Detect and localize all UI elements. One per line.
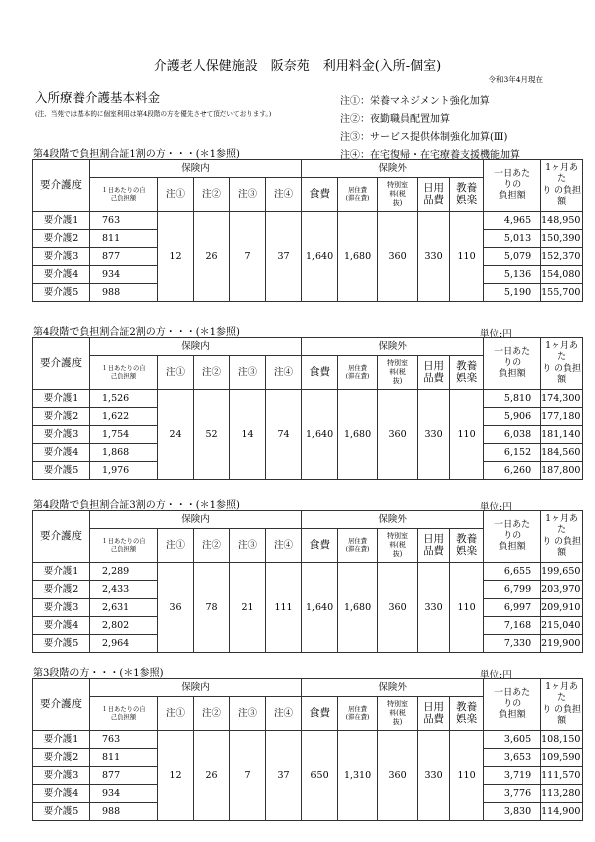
per-day-total: 5,136 bbox=[484, 266, 541, 284]
care-level: 要介護4 bbox=[33, 617, 90, 635]
header-note-2: 注② bbox=[194, 356, 230, 390]
header-residence-line: (滞在費) bbox=[345, 372, 370, 380]
header-note-4: 注④ bbox=[266, 356, 302, 390]
self-pay-amount: 1,754 bbox=[90, 426, 158, 444]
header-per-day-line: 一日あた bbox=[494, 168, 531, 179]
header-per-day-line: 一日あた bbox=[494, 687, 531, 698]
daily-goods-fee: 330 bbox=[418, 390, 450, 480]
header-note-4: 注④ bbox=[266, 529, 302, 563]
header-per-month-line: 1ヶ月あた bbox=[545, 514, 578, 536]
header-per-day-line: 負担額 bbox=[498, 369, 526, 380]
per-month-total: 203,970 bbox=[541, 581, 583, 599]
fee-table bbox=[32, 337, 583, 480]
header-culture-line: 教養 bbox=[456, 701, 478, 714]
section-label: 第3段階の方・・・(＊1参照) bbox=[33, 668, 164, 679]
care-level: 要介護3 bbox=[33, 599, 90, 617]
unit-label: 単位:円 bbox=[480, 329, 512, 340]
care-level: 要介護1 bbox=[33, 390, 90, 408]
per-day-total: 4,965 bbox=[484, 212, 541, 230]
header-culture bbox=[450, 356, 484, 390]
note-3-value: 14 bbox=[230, 390, 266, 480]
header-culture-line: 娯楽 bbox=[456, 371, 478, 384]
note-4-value: 37 bbox=[266, 731, 302, 821]
per-day-total: 6,260 bbox=[484, 462, 541, 480]
per-month-total: 219,900 bbox=[541, 635, 583, 653]
daily-goods-fee: 330 bbox=[418, 212, 450, 302]
header-meal: 食費 bbox=[302, 529, 338, 563]
header-level: 要介護度 bbox=[33, 679, 90, 731]
per-day-total: 7,330 bbox=[484, 635, 541, 653]
header-daily-goods bbox=[418, 697, 450, 731]
per-day-total: 3,605 bbox=[484, 731, 541, 749]
header-per-month-line: 1ヶ月あた bbox=[545, 682, 578, 704]
header-meal: 食費 bbox=[302, 178, 338, 212]
header-culture-line: 教養 bbox=[456, 182, 478, 195]
header-note-3: 注③ bbox=[230, 356, 266, 390]
header-meal: 食費 bbox=[302, 356, 338, 390]
header-note-3: 注③ bbox=[230, 529, 266, 563]
per-month-total: 114,900 bbox=[541, 803, 583, 821]
header-per-month-line: り の負担 bbox=[542, 704, 582, 715]
header-meal: 食費 bbox=[302, 697, 338, 731]
header-residence-line: 居住費 bbox=[348, 186, 367, 194]
header-note-2: 注② bbox=[194, 697, 230, 731]
care-level: 要介護2 bbox=[33, 408, 90, 426]
residence-fee: 1,680 bbox=[338, 390, 378, 480]
care-level: 要介護5 bbox=[33, 803, 90, 821]
per-day-total: 3,776 bbox=[484, 785, 541, 803]
header-daily-goods-line: 日用 bbox=[423, 533, 445, 546]
per-month-total: 150,390 bbox=[541, 230, 583, 248]
header-note-4: 注④ bbox=[266, 178, 302, 212]
self-pay-amount: 2,631 bbox=[90, 599, 158, 617]
daily-goods-fee: 330 bbox=[418, 731, 450, 821]
header-level: 要介護度 bbox=[33, 338, 90, 390]
header-culture-line: 教養 bbox=[456, 533, 478, 546]
header-residence-line: 居住費 bbox=[348, 364, 367, 372]
section-label: 第4段階で負担割合証1割の方・・・(＊1参照) bbox=[33, 149, 240, 160]
note-1-value: 12 bbox=[158, 212, 194, 302]
header-daily-self-line: １日あたりの自 bbox=[101, 364, 146, 372]
header-uninsured: 保険外 bbox=[302, 679, 484, 697]
section-label: 第4段階で負担割合証2割の方・・・(＊1参照) bbox=[33, 327, 240, 338]
header-note-3: 注③ bbox=[230, 697, 266, 731]
care-level: 要介護3 bbox=[33, 248, 90, 266]
culture-fee: 110 bbox=[450, 212, 484, 302]
header-daily-goods-line: 品費 bbox=[423, 712, 445, 725]
header-daily-goods-line: 品費 bbox=[423, 371, 445, 384]
header-special-room-line: 特別室 bbox=[387, 180, 409, 189]
note-1-value: 24 bbox=[158, 390, 194, 480]
per-day-total: 6,997 bbox=[484, 599, 541, 617]
care-level: 要介護1 bbox=[33, 731, 90, 749]
private-room-note: (注、当苑では基本的に個室利用は第4段階の方を優先させて頂だいております。) bbox=[35, 110, 272, 118]
per-month-total: 113,280 bbox=[541, 785, 583, 803]
header-special-room-line: 抜) bbox=[392, 199, 403, 208]
self-pay-amount: 2,433 bbox=[90, 581, 158, 599]
header-culture-line: 娯楽 bbox=[456, 712, 478, 725]
header-insured: 保険内 bbox=[90, 338, 302, 356]
self-pay-amount: 1,622 bbox=[90, 408, 158, 426]
header-note-1: 注① bbox=[158, 697, 194, 731]
special-room-fee: 360 bbox=[378, 731, 418, 821]
per-month-total: 148,950 bbox=[541, 212, 583, 230]
header-per-day-line: りの bbox=[503, 698, 522, 709]
note-2-value: 26 bbox=[194, 212, 230, 302]
meal-fee: 1,640 bbox=[302, 390, 338, 480]
per-day-total: 5,810 bbox=[484, 390, 541, 408]
per-day-total: 7,168 bbox=[484, 617, 541, 635]
header-culture-line: 娯楽 bbox=[456, 193, 478, 206]
header-daily-self bbox=[90, 178, 158, 212]
header-per-month-line: 額 bbox=[557, 547, 567, 558]
self-pay-amount: 877 bbox=[90, 767, 158, 785]
per-month-total: 177,180 bbox=[541, 408, 583, 426]
self-pay-amount: 1,526 bbox=[90, 390, 158, 408]
per-day-total: 6,799 bbox=[484, 581, 541, 599]
header-special-room-line: 料(税 bbox=[389, 189, 406, 198]
header-per-day-line: りの bbox=[503, 179, 522, 190]
header-daily-goods-line: 日用 bbox=[423, 701, 445, 714]
culture-fee: 110 bbox=[450, 731, 484, 821]
header-uninsured: 保険外 bbox=[302, 338, 484, 356]
header-culture-line: 娯楽 bbox=[456, 544, 478, 557]
note-3-value: 21 bbox=[230, 563, 266, 653]
self-pay-amount: 1,976 bbox=[90, 462, 158, 480]
header-per-month-line: り の負担 bbox=[542, 185, 582, 196]
header-special-room bbox=[378, 178, 418, 212]
header-daily-goods-line: 品費 bbox=[423, 544, 445, 557]
header-daily-self bbox=[90, 697, 158, 731]
self-pay-amount: 2,964 bbox=[90, 635, 158, 653]
header-level: 要介護度 bbox=[33, 511, 90, 563]
header-daily-self bbox=[90, 356, 158, 390]
per-month-total: 155,700 bbox=[541, 284, 583, 302]
per-month-total: 181,140 bbox=[541, 426, 583, 444]
header-daily-self-line: １日あたりの自 bbox=[101, 186, 146, 194]
meal-fee: 650 bbox=[302, 731, 338, 821]
header-insured: 保険内 bbox=[90, 511, 302, 529]
per-day-total: 5,906 bbox=[484, 408, 541, 426]
residence-fee: 1,680 bbox=[338, 563, 378, 653]
header-residence bbox=[338, 178, 378, 212]
note-1-value: 12 bbox=[158, 731, 194, 821]
header-daily-self-line: 己負担額 bbox=[110, 194, 137, 202]
per-day-total: 3,653 bbox=[484, 749, 541, 767]
header-per-month bbox=[541, 511, 583, 563]
header-per-day bbox=[484, 679, 541, 731]
header-daily-self-line: 己負担額 bbox=[110, 545, 137, 553]
header-per-month-line: 1ヶ月あた bbox=[545, 163, 578, 185]
header-residence-line: (滞在費) bbox=[345, 713, 370, 721]
header-residence bbox=[338, 697, 378, 731]
unit-label: 単位:円 bbox=[480, 670, 512, 681]
header-per-month-line: 1ヶ月あた bbox=[545, 341, 578, 363]
header-special-room-line: 特別室 bbox=[387, 531, 409, 540]
header-level: 要介護度 bbox=[33, 160, 90, 212]
self-pay-amount: 934 bbox=[90, 785, 158, 803]
table-row bbox=[33, 212, 583, 230]
header-residence-line: 居住費 bbox=[348, 537, 367, 545]
self-pay-amount: 877 bbox=[90, 248, 158, 266]
header-special-room-line: 特別室 bbox=[387, 358, 409, 367]
header-daily-goods bbox=[418, 529, 450, 563]
header-culture bbox=[450, 178, 484, 212]
header-residence-line: (滞在費) bbox=[345, 545, 370, 553]
header-culture-line: 教養 bbox=[456, 360, 478, 373]
table-row bbox=[33, 731, 583, 749]
header-special-room bbox=[378, 529, 418, 563]
note-1: 注①：栄養マネジメント強化加算 bbox=[340, 96, 490, 107]
header-daily-goods-line: 日用 bbox=[423, 360, 445, 373]
header-per-month-line: り の負担 bbox=[542, 363, 582, 374]
per-month-total: 199,650 bbox=[541, 563, 583, 581]
culture-fee: 110 bbox=[450, 563, 484, 653]
header-insured: 保険内 bbox=[90, 679, 302, 697]
care-level: 要介護1 bbox=[33, 212, 90, 230]
header-insured: 保険内 bbox=[90, 160, 302, 178]
care-level: 要介護2 bbox=[33, 581, 90, 599]
per-day-total: 5,013 bbox=[484, 230, 541, 248]
note-4: 注④：在宅復帰・在宅療養支援機能加算 bbox=[340, 150, 520, 161]
header-daily-goods-line: 品費 bbox=[423, 193, 445, 206]
header-per-day bbox=[484, 511, 541, 563]
self-pay-amount: 934 bbox=[90, 266, 158, 284]
header-note-1: 注① bbox=[158, 529, 194, 563]
header-culture bbox=[450, 697, 484, 731]
header-daily-goods bbox=[418, 356, 450, 390]
residence-fee: 1,310 bbox=[338, 731, 378, 821]
header-special-room-line: 料(税 bbox=[389, 540, 406, 549]
per-month-total: 215,040 bbox=[541, 617, 583, 635]
fee-table bbox=[32, 678, 583, 821]
header-per-day-line: 負担額 bbox=[498, 542, 526, 553]
care-level: 要介護4 bbox=[33, 785, 90, 803]
self-pay-amount: 988 bbox=[90, 284, 158, 302]
header-per-month bbox=[541, 679, 583, 731]
care-level: 要介護5 bbox=[33, 462, 90, 480]
care-level: 要介護3 bbox=[33, 767, 90, 785]
unit-label: 単位:円 bbox=[480, 502, 512, 513]
self-pay-amount: 988 bbox=[90, 803, 158, 821]
note-4-value: 74 bbox=[266, 390, 302, 480]
self-pay-amount: 1,868 bbox=[90, 444, 158, 462]
header-per-day-line: りの bbox=[503, 357, 522, 368]
header-uninsured: 保険外 bbox=[302, 160, 484, 178]
header-special-room bbox=[378, 697, 418, 731]
table-row bbox=[33, 563, 583, 581]
per-month-total: 152,370 bbox=[541, 248, 583, 266]
note-4-value: 111 bbox=[266, 563, 302, 653]
header-daily-self-line: 己負担額 bbox=[110, 713, 137, 721]
header-special-room-line: 抜) bbox=[392, 550, 403, 559]
care-level: 要介護2 bbox=[33, 230, 90, 248]
per-month-total: 187,800 bbox=[541, 462, 583, 480]
per-month-total: 109,590 bbox=[541, 749, 583, 767]
special-room-fee: 360 bbox=[378, 212, 418, 302]
table-row bbox=[33, 390, 583, 408]
care-level: 要介護4 bbox=[33, 444, 90, 462]
care-level: 要介護5 bbox=[33, 284, 90, 302]
note-2: 注②：夜勤職員配置加算 bbox=[340, 114, 450, 125]
daily-goods-fee: 330 bbox=[418, 563, 450, 653]
header-culture bbox=[450, 529, 484, 563]
header-per-month bbox=[541, 338, 583, 390]
care-level: 要介護5 bbox=[33, 635, 90, 653]
note-3: 注③：サービス提供体制強化加算(Ⅲ) bbox=[340, 132, 508, 143]
special-room-fee: 360 bbox=[378, 390, 418, 480]
header-special-room-line: 抜) bbox=[392, 718, 403, 727]
header-residence-line: (滞在費) bbox=[345, 194, 370, 202]
per-month-total: 184,560 bbox=[541, 444, 583, 462]
header-per-month-line: 額 bbox=[557, 715, 567, 726]
note-2-value: 52 bbox=[194, 390, 230, 480]
per-month-total: 174,300 bbox=[541, 390, 583, 408]
per-month-total: 154,080 bbox=[541, 266, 583, 284]
note-2-value: 78 bbox=[194, 563, 230, 653]
header-per-day-line: 一日あた bbox=[494, 346, 531, 357]
header-daily-goods-line: 日用 bbox=[423, 182, 445, 195]
header-per-day-line: りの bbox=[503, 530, 522, 541]
page-title: 介護老人保健施設 阪奈苑 利用料金(入所-個室) bbox=[153, 59, 442, 74]
care-level: 要介護4 bbox=[33, 266, 90, 284]
fee-table bbox=[32, 510, 583, 653]
per-day-total: 6,152 bbox=[484, 444, 541, 462]
header-special-room-line: 抜) bbox=[392, 377, 403, 386]
per-day-total: 3,830 bbox=[484, 803, 541, 821]
meal-fee: 1,640 bbox=[302, 212, 338, 302]
effective-date: 令和3年4月現在 bbox=[488, 75, 543, 84]
per-day-total: 5,190 bbox=[484, 284, 541, 302]
header-per-day bbox=[484, 160, 541, 212]
header-uninsured: 保険外 bbox=[302, 511, 484, 529]
header-note-1: 注① bbox=[158, 178, 194, 212]
section-label: 第4段階で負担割合証3割の方・・・(＊1参照) bbox=[33, 500, 240, 511]
note-1-value: 36 bbox=[158, 563, 194, 653]
care-level: 要介護1 bbox=[33, 563, 90, 581]
header-residence bbox=[338, 529, 378, 563]
header-daily-self-line: １日あたりの自 bbox=[101, 705, 146, 713]
special-room-fee: 360 bbox=[378, 563, 418, 653]
note-2-value: 26 bbox=[194, 731, 230, 821]
per-day-total: 6,038 bbox=[484, 426, 541, 444]
self-pay-amount: 2,802 bbox=[90, 617, 158, 635]
header-per-day-line: 負担額 bbox=[498, 710, 526, 721]
self-pay-amount: 2,289 bbox=[90, 563, 158, 581]
header-per-month-line: り の負担 bbox=[542, 536, 582, 547]
self-pay-amount: 763 bbox=[90, 212, 158, 230]
header-special-room-line: 特別室 bbox=[387, 699, 409, 708]
header-daily-self bbox=[90, 529, 158, 563]
header-per-day bbox=[484, 338, 541, 390]
self-pay-amount: 811 bbox=[90, 749, 158, 767]
per-month-total: 111,570 bbox=[541, 767, 583, 785]
header-per-month-line: 額 bbox=[557, 196, 567, 207]
header-per-day-line: 一日あた bbox=[494, 519, 531, 530]
header-per-month-line: 額 bbox=[557, 374, 567, 385]
per-day-total: 3,719 bbox=[484, 767, 541, 785]
header-special-room-line: 料(税 bbox=[389, 708, 406, 717]
note-4-value: 37 bbox=[266, 212, 302, 302]
self-pay-amount: 811 bbox=[90, 230, 158, 248]
care-level: 要介護2 bbox=[33, 749, 90, 767]
care-level: 要介護3 bbox=[33, 426, 90, 444]
header-special-room bbox=[378, 356, 418, 390]
header-note-2: 注② bbox=[194, 529, 230, 563]
header-daily-self-line: 己負担額 bbox=[110, 372, 137, 380]
header-daily-goods bbox=[418, 178, 450, 212]
header-residence bbox=[338, 356, 378, 390]
meal-fee: 1,640 bbox=[302, 563, 338, 653]
header-note-4: 注④ bbox=[266, 697, 302, 731]
header-note-2: 注② bbox=[194, 178, 230, 212]
header-per-month bbox=[541, 160, 583, 212]
per-day-total: 5,079 bbox=[484, 248, 541, 266]
note-3-value: 7 bbox=[230, 731, 266, 821]
header-residence-line: 居住費 bbox=[348, 705, 367, 713]
per-month-total: 108,150 bbox=[541, 731, 583, 749]
residence-fee: 1,680 bbox=[338, 212, 378, 302]
self-pay-amount: 763 bbox=[90, 731, 158, 749]
per-month-total: 209,910 bbox=[541, 599, 583, 617]
per-day-total: 6,655 bbox=[484, 563, 541, 581]
note-3-value: 7 bbox=[230, 212, 266, 302]
culture-fee: 110 bbox=[450, 390, 484, 480]
header-note-3: 注③ bbox=[230, 178, 266, 212]
header-daily-self-line: １日あたりの自 bbox=[101, 537, 146, 545]
header-note-1: 注① bbox=[158, 356, 194, 390]
fee-table bbox=[32, 159, 583, 302]
header-special-room-line: 料(税 bbox=[389, 367, 406, 376]
header-per-day-line: 負担額 bbox=[498, 191, 526, 202]
basic-fee-heading: 入所療養介護基本料金 bbox=[35, 90, 161, 105]
